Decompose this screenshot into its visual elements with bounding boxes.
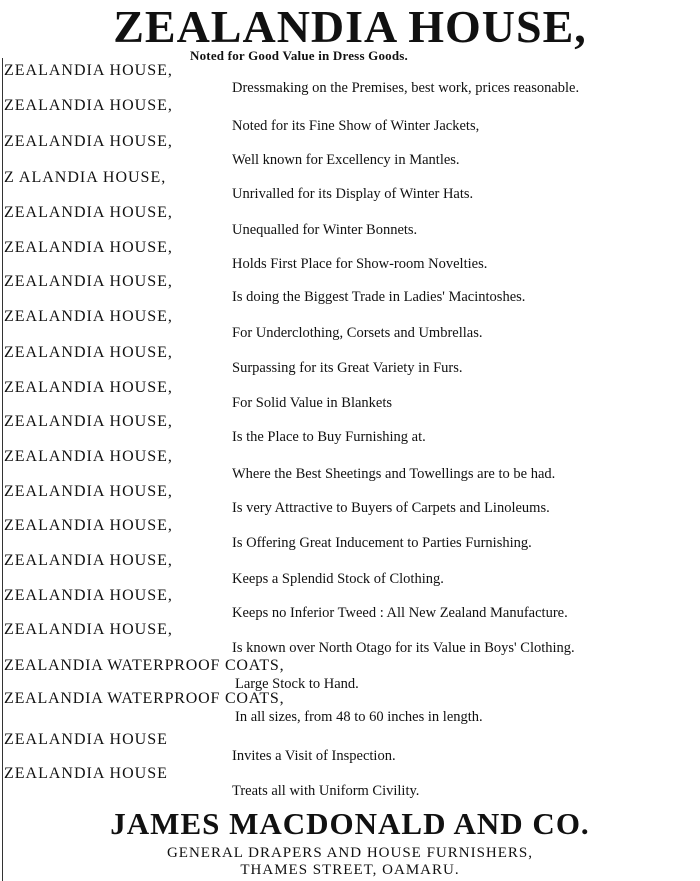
row-text: For Solid Value in Blankets (232, 395, 393, 411)
waterproof-label: ZEALANDIA WATERPROOF COATS, (4, 690, 285, 707)
row-text: Is known over North Otago for its Value in Boys' Clothing. (232, 640, 575, 656)
headline: ZEALANDIA HOUSE, (113, 1, 587, 52)
firm-name: JAMES MACDONALD AND CO. (110, 806, 590, 841)
row-text: Where the Best Sheetings and Towellings are to be had. (232, 466, 556, 482)
row-label: Z ALANDIA HOUSE, (4, 169, 167, 186)
row-label: ZEALANDIA HOUSE, (4, 344, 173, 361)
row-label: ZEALANDIA HOUSE (4, 731, 168, 748)
row-text: Unrivalled for its Display of Winter Hats. (232, 186, 474, 202)
row-text: Surpassing for its Great Variety in Furs. (232, 360, 463, 376)
left-border-rule (2, 58, 3, 881)
subtitle: Noted for Good Value in Dress Goods. (190, 48, 408, 63)
row-label: ZEALANDIA HOUSE, (4, 62, 173, 79)
row-label: ZEALANDIA HOUSE, (4, 552, 173, 569)
row-text: Treats all with Uniform Civility. (232, 783, 420, 799)
waterproof-label: ZEALANDIA WATERPROOF COATS, (4, 657, 285, 674)
row-label: ZEALANDIA HOUSE, (4, 204, 173, 221)
row-text: Keeps no Inferior Tweed : All New Zealand Manufacture. (232, 605, 568, 621)
row-label: ZEALANDIA HOUSE, (4, 621, 173, 638)
row-label: ZEALANDIA HOUSE, (4, 483, 173, 500)
row-label: ZEALANDIA HOUSE, (4, 133, 173, 150)
waterproof-detail: Large Stock to Hand. (235, 676, 359, 692)
row-label: ZEALANDIA HOUSE, (4, 239, 173, 256)
row-label: ZEALANDIA HOUSE, (4, 273, 173, 290)
row-text: Invites a Visit of Inspection. (232, 748, 396, 764)
row-label: ZEALANDIA HOUSE, (4, 587, 173, 604)
row-label: ZEALANDIA HOUSE, (4, 379, 173, 396)
row-text: Keeps a Splendid Stock of Clothing. (232, 571, 444, 587)
row-text: Unequalled for Winter Bonnets. (232, 222, 418, 238)
row-label: ZEALANDIA HOUSE, (4, 448, 173, 465)
row-label: ZEALANDIA HOUSE, (4, 308, 173, 325)
row-text: Well known for Excellency in Mantles. (232, 152, 460, 168)
row-label: ZEALANDIA HOUSE, (4, 517, 173, 534)
business-type: GENERAL DRAPERS AND HOUSE FURNISHERS, (166, 845, 534, 861)
row-text: Is doing the Biggest Trade in Ladies' Macintoshes. (232, 289, 526, 305)
waterproof-detail: In all sizes, from 48 to 60 inches in length. (235, 709, 483, 725)
row-label: ZEALANDIA HOUSE, (4, 413, 173, 430)
row-text: Noted for its Fine Show of Winter Jackets, (232, 118, 480, 134)
row-text: Is very Attractive to Buyers of Carpets and Linoleums. (232, 500, 550, 516)
row-text: Is the Place to Buy Furnishing at. (232, 429, 426, 445)
address: THAMES STREET, OAMARU. (240, 862, 460, 878)
row-text: Holds First Place for Show-room Novelties. (232, 256, 488, 272)
row-text: For Underclothing, Corsets and Umbrellas. (232, 325, 483, 341)
row-label: ZEALANDIA HOUSE, (4, 97, 173, 114)
row-label: ZEALANDIA HOUSE (4, 765, 168, 782)
row-text: Is Offering Great Inducement to Parties Furnishing. (232, 535, 532, 551)
row-text: Dressmaking on the Premises, best work, prices reasonable. (232, 80, 580, 96)
